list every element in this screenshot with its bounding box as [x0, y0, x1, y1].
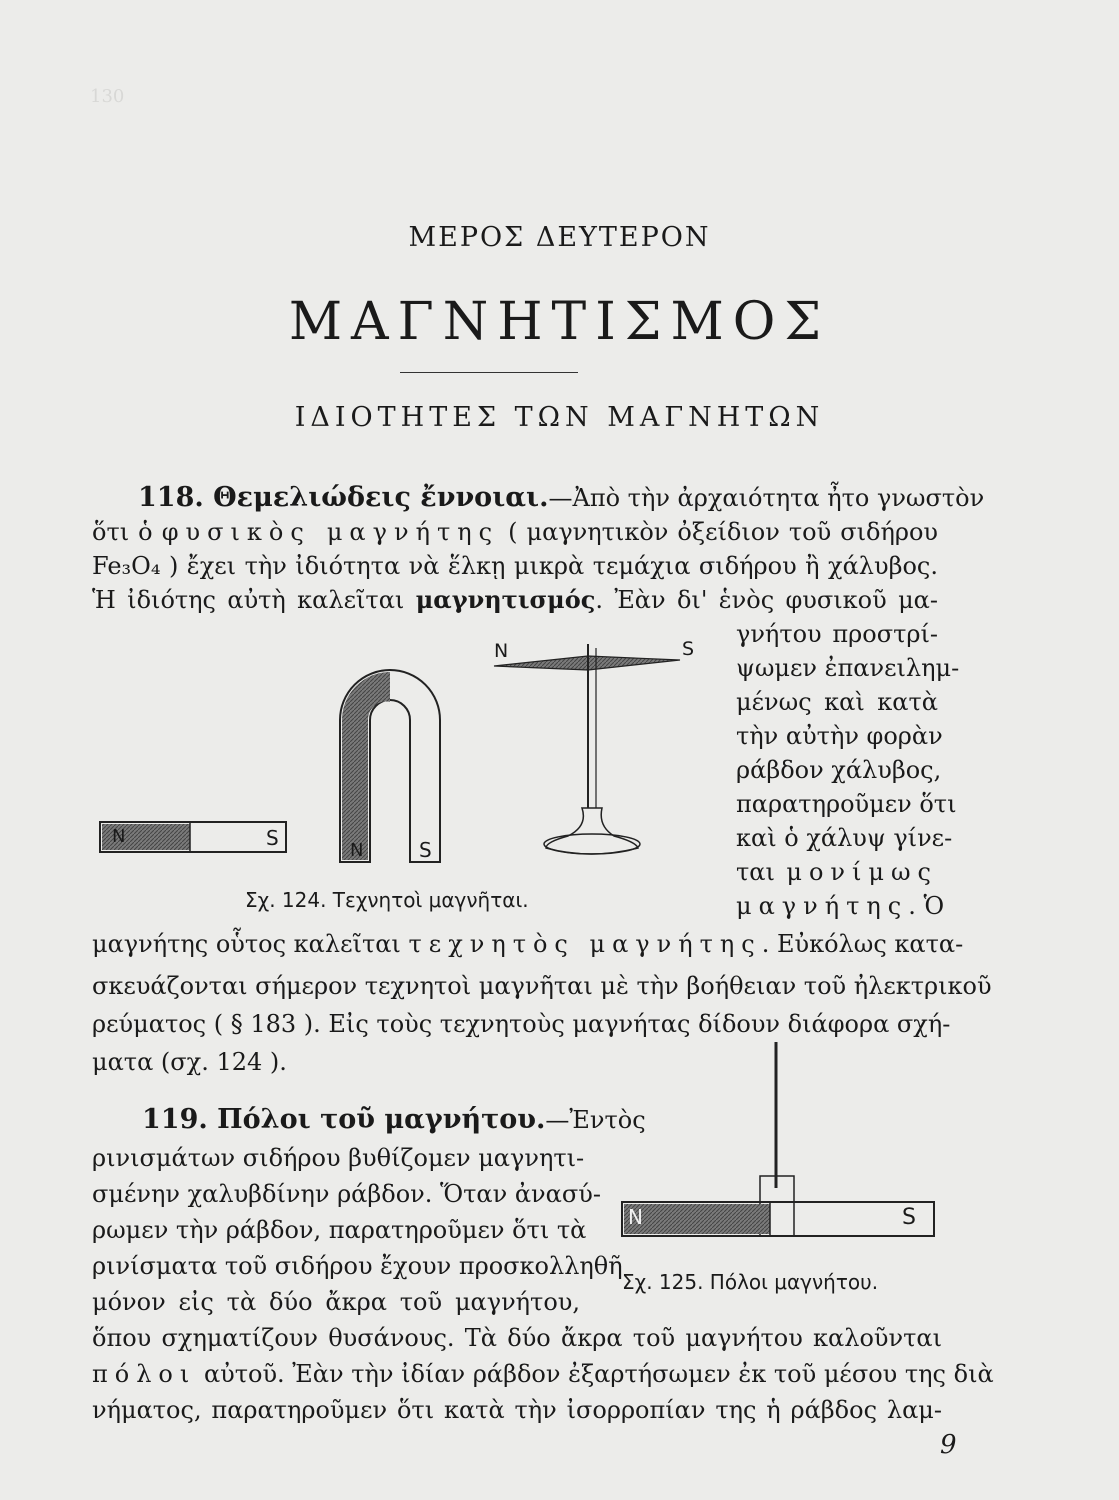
figure-124-artificial-magnets — [90, 630, 730, 890]
bar-magnet — [100, 822, 286, 852]
needle-s-label: S — [682, 638, 695, 660]
paragraph-line: ται μονίμως — [736, 858, 938, 886]
paragraph-line: 118. Θεμελιώδεις ἔννοιαι.—Ἀπὸ τὴν ἀρχαιότητα ἦτο γνωστὸν — [138, 482, 985, 513]
paragraph-line: σκευάζονται σήμερον τεχνητοὶ μαγνῆται μὲ τὴν βοήθειαν τοῦ ἠλεκτρικοῦ — [92, 972, 992, 1000]
paragraph-line: ψωμεν ἐπανειλημ- — [736, 654, 960, 682]
section-heading-118: 118. Θεμελιώδεις ἔννοιαι. — [138, 482, 549, 513]
horseshoe-n-label: N — [350, 840, 364, 861]
horseshoe-magnet — [340, 670, 440, 862]
paragraph-line: μένως καὶ κατὰ — [736, 688, 938, 716]
paragraph-line: νήματος, παρατηροῦμεν ὅτι κατὰ τὴν ἰσορροπίαν της ἡ ράβδος λαμ- — [92, 1396, 942, 1424]
paragraph-line: ματα (σχ. 124 ). — [92, 1048, 287, 1076]
bar-magnet-s-label: S — [266, 826, 279, 850]
paragraph-line: παρατηροῦμεν ὅτι — [736, 790, 957, 818]
paragraph-line: καὶ ὁ χάλυψ γίνε- — [736, 824, 953, 852]
bar-magnet-n-label: N — [112, 826, 126, 847]
compass-needle-stand — [494, 644, 680, 854]
figure-125-s-label: S — [902, 1205, 916, 1230]
paragraph-line: μαγνήτης οὗτος καλεῖται τεχνητὸς μαγνήτης. Εὐκόλως κατα- — [92, 930, 964, 958]
paragraph-line: ρινισμάτων σιδήρου βυθίζομεν μαγνητι- — [92, 1144, 585, 1172]
page-number: 9 — [940, 1430, 957, 1460]
needle-n-label: N — [494, 640, 509, 662]
paragraph-line: 119. Πόλοι τοῦ μαγνήτου.—Ἐντὸς — [142, 1104, 646, 1135]
paragraph-line: γνήτου προστρί- — [736, 620, 938, 648]
title-divider — [400, 372, 578, 373]
part-title: ΜΕΡΟΣ ΔΕΥΤΕΡΟΝ — [408, 222, 711, 253]
term-magnetism: μαγνητισμός — [415, 585, 596, 614]
figure-125-caption: Σχ. 125. Πόλοι μαγνήτου. — [622, 1270, 879, 1294]
section-subtitle: ΙΔΙΟΤΗΤΕΣ ΤΩΝ ΜΑΓΝΗΤΩΝ — [294, 402, 825, 433]
paragraph-line: μαγνήτης. Ὁ — [736, 892, 945, 920]
paragraph-line: πόλοι αὐτοῦ. Ἐὰν τὴν ἰδίαν ράβδον ἐξαρτήσωμεν ἐκ τοῦ μέσου της διὰ — [92, 1360, 994, 1388]
section-heading-119: 119. Πόλοι τοῦ μαγνήτου. — [142, 1104, 546, 1135]
paragraph-line: τὴν αὐτὴν φορὰν — [736, 722, 943, 750]
bleed-through-texture: 130 — [90, 86, 525, 107]
figure-124-caption: Σχ. 124. Τεχνητοὶ μαγνῆται. — [245, 888, 529, 912]
chapter-title: ΜΑΓΝΗΤΙΣΜΟΣ — [288, 292, 831, 352]
paragraph-line: ρωμεν τὴν ράβδον, παρατηροῦμεν ὅτι τὰ — [92, 1216, 587, 1244]
paragraph-line: Fe₃O₄ ) ἔχει τὴν ἰδιότητα νὰ ἕλκῃ μικρὰ τεμάχια σιδήρου ἢ χάλυβος. — [92, 552, 938, 580]
paragraph-line: ρεύματος ( § 183 ). Εἰς τοὺς τεχνητοὺς μαγνήτας δίδουν διάφορα σχή- — [92, 1010, 951, 1038]
paragraph-line: ράβδον χάλυβος, — [736, 756, 942, 784]
horseshoe-s-label: S — [419, 838, 432, 862]
paragraph-line: ρινίσματα τοῦ σιδήρου ἔχουν προσκολληθῆ — [92, 1252, 623, 1280]
paragraph-line: ὅπου σχηματίζουν θυσάνους. Τὰ δύο ἄκρα τοῦ μαγνήτου καλοῦνται — [92, 1324, 942, 1352]
paragraph-line: μόνον εἰς τὰ δύο ἄκρα τοῦ μαγνήτου, — [92, 1288, 580, 1316]
figure-125-n-label: N — [628, 1205, 643, 1229]
paragraph-line: Ἡ ἰδιότης αὐτὴ καλεῖται μαγνητισμός. Ἐὰν δι' ἑνὸς φυσικοῦ μα- — [92, 585, 938, 614]
paragraph-line: σμένην χαλυβδίνην ράβδον. Ὅταν ἀνασύ- — [92, 1180, 601, 1208]
paragraph-line: ὅτι ὁ φυσικὸς μαγνήτης ( μαγνητικὸν ὀξείδιον τοῦ σιδήρου — [92, 518, 939, 546]
figure-125-magnet-poles — [620, 1036, 940, 1236]
